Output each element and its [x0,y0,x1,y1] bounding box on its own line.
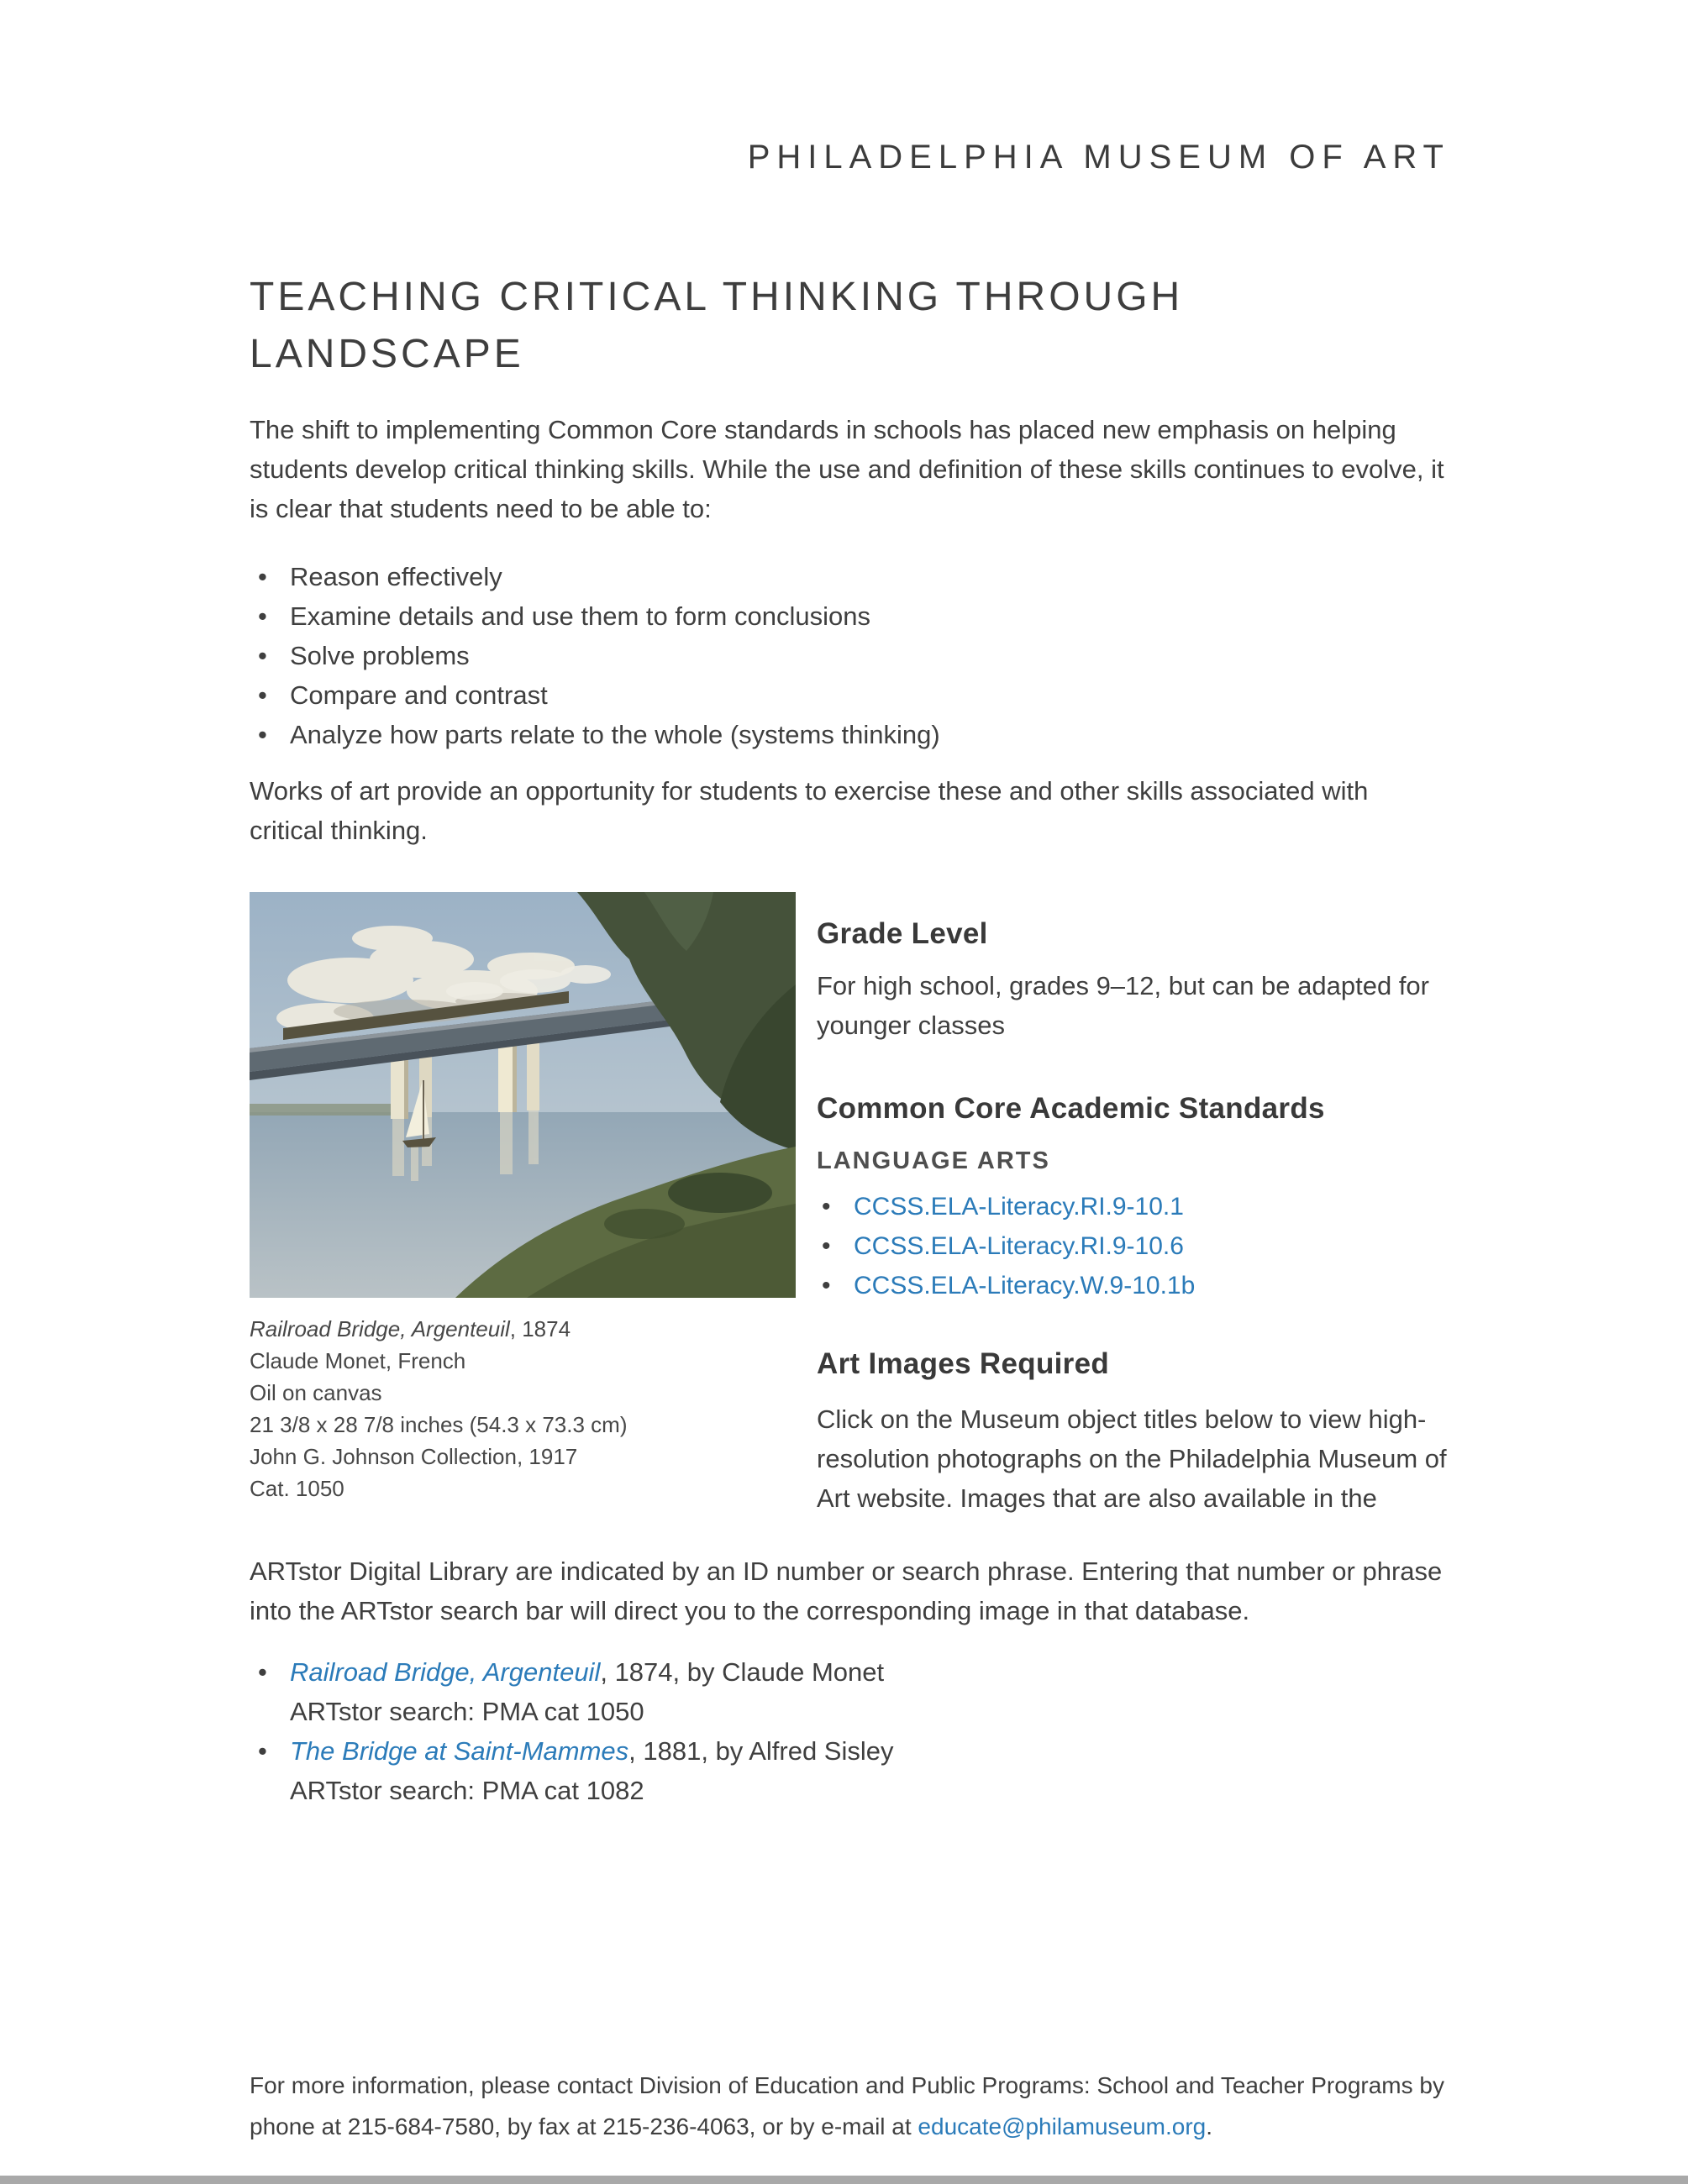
art-image-title-line [290,1652,1450,1692]
footer-period: . [1206,2113,1213,2139]
art-image-item [250,1652,1450,1731]
caption-medium: Oil on canvas [250,1380,382,1406]
caption-title-line [250,1313,796,1345]
skill-item: • Compare and contrast [250,675,1450,715]
skill-item: • Analyze how parts relate to the whole (systems thinking) [250,715,1450,754]
standards-link-list [817,1187,1450,1305]
artwork-link[interactable]: Railroad Bridge, Argenteuil [290,1657,601,1688]
intro-paragraph: The shift to implementing Common Core standards in schools has placed new emphasis on helping students develop critical thinking skills. While the use and definition of these skills continues to evolve, it is clear that students need to be able to: [250,415,1444,524]
skill-item: • Examine details and use them to form conclusions [250,596,1450,636]
art-image-search: ARTstor search: PMA cat 1082 [290,1776,644,1806]
art-images-list [250,1652,1450,1810]
caption-title: Railroad Bridge, Argenteuil [250,1316,510,1342]
footer-text: For more information, please contact Division of Education and Public Programs: School and Teacher Programs by phone at 215-684-7580, by fax at 215-236-4063, or by e-mail at [250,2072,1444,2139]
standard-link[interactable]: CCSS.ELA-Literacy.W.9-10.1b [854,1272,1196,1300]
caption-year: , 1874 [509,1316,571,1342]
caption-credit: John G. Johnson Collection, 1917 [250,1444,578,1470]
skill-item: • Reason effectively [250,557,1450,596]
standard-item [817,1226,1450,1266]
footer-email-link[interactable]: educate@philamuseum.org [918,2113,1207,2139]
caption-dimensions: 21 3/8 x 28 7/8 inches (54.3 x 73.3 cm) [250,1412,628,1438]
art-image-item [250,1731,1450,1810]
standards-heading: Common Core Academic Standards [817,1092,1325,1126]
art-image-search: ARTstor search: PMA cat 1050 [290,1697,644,1727]
details-column [817,892,1450,1518]
artwork-link[interactable]: The Bridge at Saint-Mammes [290,1736,629,1767]
art-image-rest: , 1874, by Claude Monet [600,1657,885,1688]
art-images-heading: Art Images Required [817,1347,1110,1381]
art-image-rest: , 1881, by Alfred Sisley [628,1736,894,1767]
standard-link[interactable]: CCSS.ELA-Literacy.RI.9-10.1 [854,1193,1184,1221]
artwork-painting-image [250,892,796,1298]
language-arts-subheading: LANGUAGE ARTS [817,1147,1050,1175]
footer-contact [250,2065,1450,2147]
caption-catalog: Cat. 1050 [250,1476,344,1502]
works-paragraph: Works of art provide an opportunity for students to exercise these and other skills associated with critical thinking. [250,776,1369,846]
page-title: TEACHING CRITICAL THINKING THROUGH LANDSCAPE [250,275,1184,377]
art-images-intro-continued: ARTstor Digital Library are indicated by an ID number or search phrase. Entering that number or phrase into the ARTstor search bar will direct you to the corresponding image in that database. [250,1557,1443,1626]
caption-artist: Claude Monet, French [250,1348,466,1374]
grade-level-text: For high school, grades 9–12, but can be adapted for younger classes [817,971,1429,1041]
artwork-and-details-row [250,892,1450,1518]
art-image-title-line [290,1731,1450,1771]
artwork-caption [250,1313,796,1504]
standard-link[interactable]: CCSS.ELA-Literacy.RI.9-10.6 [854,1232,1184,1261]
museum-brand-header: PHILADELPHIA MUSEUM OF ART [747,139,1450,176]
skills-list [250,557,1450,754]
art-images-intro-column: Click on the Museum object titles below to view high-resolution photographs on the Philadelphia Museum of Art website. Images that are also available in the [817,1404,1447,1514]
standard-item [817,1266,1450,1305]
skill-item: • Solve problems [250,636,1450,675]
grade-level-heading: Grade Level [817,917,988,951]
artwork-figure [250,892,796,1518]
page-bottom-edge [0,2176,1688,2184]
standard-item [817,1187,1450,1226]
